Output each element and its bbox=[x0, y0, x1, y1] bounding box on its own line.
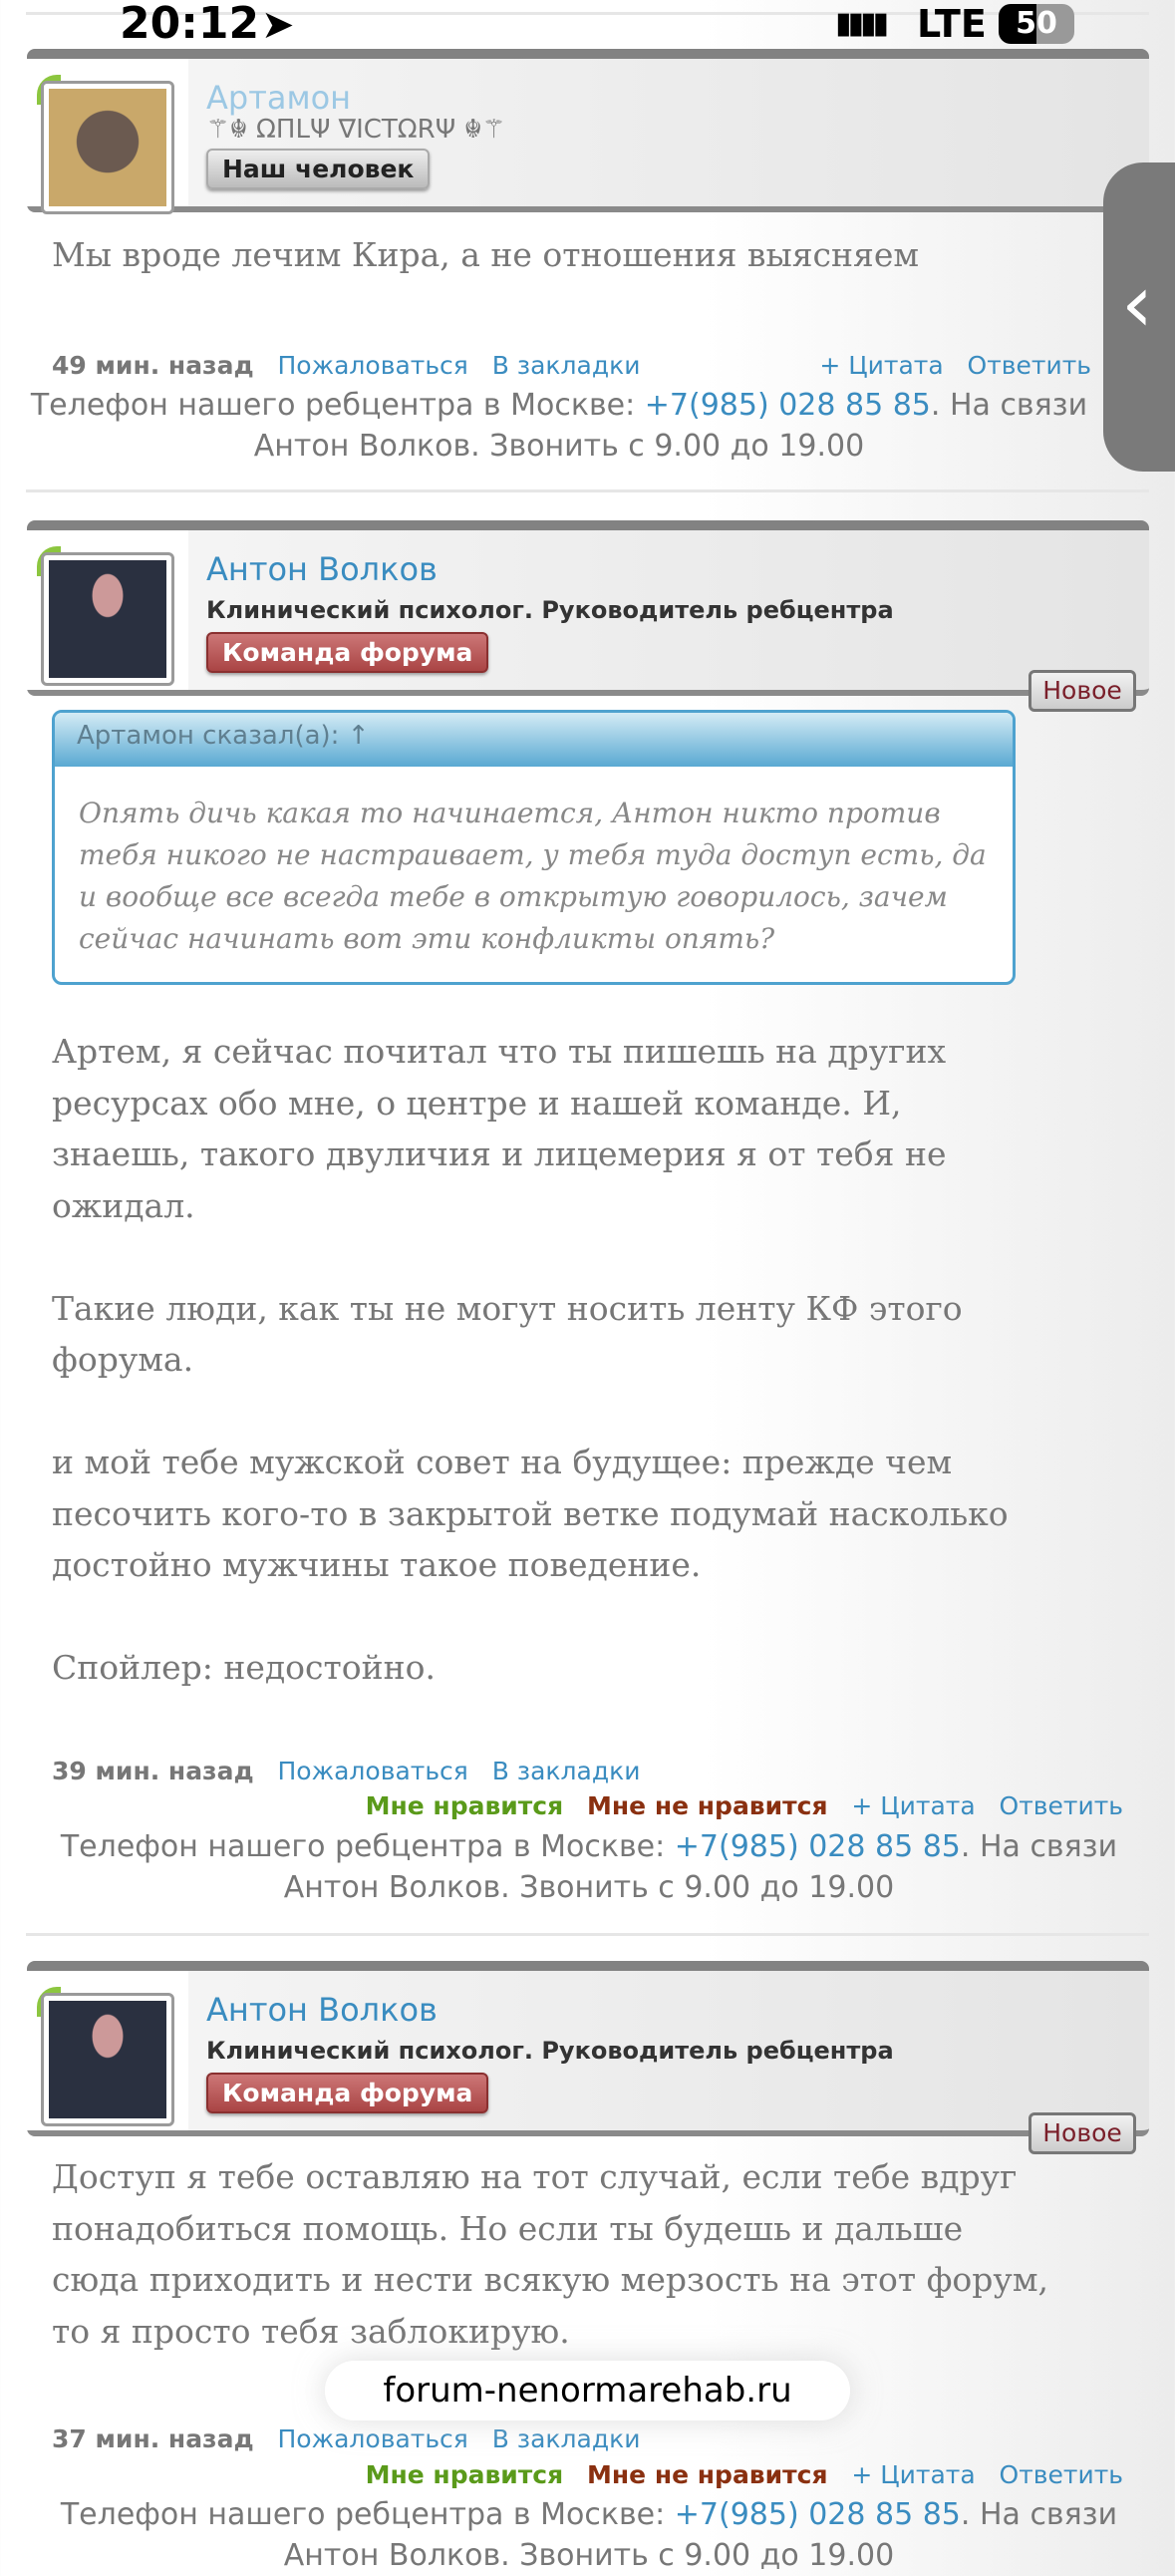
location-arrow-icon: ➤ bbox=[261, 2, 295, 48]
post-header bbox=[27, 1961, 1149, 2136]
reply-link[interactable]: Ответить bbox=[999, 2460, 1123, 2489]
post-header bbox=[27, 49, 1149, 212]
rank-badge: Команда форума bbox=[206, 632, 488, 673]
quote-link[interactable]: + Цитата bbox=[819, 351, 944, 380]
report-link[interactable]: Пожаловаться bbox=[277, 351, 468, 380]
quote-header[interactable]: Артамон сказал(а): ↑ bbox=[55, 713, 1013, 767]
phone-banner: Телефон нашего ребцентра в Москве: +7(985) 028 85 85. На связи Антон Волков. Звонить с 9.00 до 19.00 bbox=[30, 388, 1088, 464]
user-title: Клинический психолог. Руководитель ребцентра bbox=[206, 2037, 894, 2065]
like-link[interactable]: Мне нравится bbox=[365, 1791, 564, 1820]
side-panel-handle[interactable] bbox=[1103, 162, 1175, 472]
rank-badge: Команда форума bbox=[206, 2073, 488, 2113]
signal-icon: ▮▮▮▮ bbox=[835, 6, 886, 41]
quote-block bbox=[52, 710, 1016, 985]
report-link[interactable]: Пожаловаться bbox=[277, 1757, 468, 1785]
post-body: Доступ я тебе оставляю на тот случай, если тебе вдруг понадобиться помощь. Но если ты будешь и дальше сюда приходить и нести всякую мерзость на этот форум, то я просто тебя заблокирую. bbox=[52, 2157, 1048, 2351]
reply-link[interactable]: Ответить bbox=[999, 1791, 1123, 1820]
phone-banner: Телефон нашего ребцентра в Москве: +7(985) 028 85 85. На связи Антон Волков. Звонить с 9.00 до 19.00 bbox=[60, 1829, 1118, 1905]
phone-link[interactable]: +7(985) 028 85 85 bbox=[674, 2497, 961, 2532]
author-name[interactable]: Антон Волков bbox=[206, 1991, 438, 2029]
post-time: 49 мин. назад bbox=[52, 351, 254, 380]
divider bbox=[26, 1933, 1149, 1936]
post-time: 37 мин. назад bbox=[52, 2424, 254, 2453]
dislike-link[interactable]: Мне не нравится bbox=[587, 2460, 828, 2489]
quote-text: Опять дичь какая то начинается, Антон никто против тебя никого не настраивает, у тебя туда доступ есть, да и вообще все всегда тебе в открытую говорилось, зачем сейчас начинать вот эти конфликты опять? bbox=[79, 797, 987, 955]
avatar[interactable] bbox=[41, 81, 174, 214]
bookmark-link[interactable]: В закладки bbox=[491, 2424, 641, 2453]
post-time: 39 мин. назад bbox=[52, 1757, 254, 1785]
url-bar[interactable]: forum-nenormarehab.ru bbox=[325, 2361, 850, 2420]
author-name[interactable]: Антон Волков bbox=[206, 550, 438, 588]
post-header bbox=[27, 520, 1149, 696]
user-title: Клинический психолог. Руководитель ребцентра bbox=[206, 596, 894, 624]
new-badge: Новое bbox=[1028, 670, 1136, 712]
post-body: Мы вроде лечим Кира, а не отношения выясняем bbox=[52, 235, 920, 274]
phone-link[interactable]: +7(985) 028 85 85 bbox=[674, 1829, 961, 1864]
network-label: LTE bbox=[917, 2, 987, 46]
reply-link[interactable]: Ответить bbox=[967, 351, 1091, 380]
quote-link[interactable]: + Цитата bbox=[851, 2460, 976, 2489]
status-time: 20:12 bbox=[120, 0, 260, 49]
chevron-left-icon: ‹ bbox=[1121, 257, 1153, 350]
user-signature: ⚚☬ ΩΠLΨ ∇ICTΩRΨ ☬⚚ bbox=[206, 115, 506, 145]
phone-banner: Телефон нашего ребцентра в Москве: +7(985) 028 85 85. На связи Антон Волков. Звонить с 9.00 до 19.00 bbox=[60, 2497, 1118, 2573]
like-link[interactable]: Мне нравится bbox=[365, 2460, 564, 2489]
battery-icon: 50 bbox=[999, 4, 1074, 44]
divider bbox=[26, 489, 1149, 492]
avatar[interactable] bbox=[41, 552, 174, 686]
author-name[interactable]: Артамон bbox=[206, 79, 352, 117]
new-badge: Новое bbox=[1028, 2112, 1136, 2154]
avatar[interactable] bbox=[41, 1993, 174, 2126]
report-link[interactable]: Пожаловаться bbox=[277, 2424, 468, 2453]
rank-badge: Наш человек bbox=[206, 149, 430, 189]
dislike-link[interactable]: Мне не нравится bbox=[587, 1791, 828, 1820]
bookmark-link[interactable]: В закладки bbox=[491, 1757, 641, 1785]
bookmark-link[interactable]: В закладки bbox=[491, 351, 641, 380]
phone-link[interactable]: +7(985) 028 85 85 bbox=[644, 388, 931, 423]
post-body: Артем, я сейчас почитал что ты пишешь на других ресурсах обо мне, о центре и нашей команде. И, знаешь, такого двуличия и лицемерия я от тебя не ожидал. Такие люди, как ты не могут носить ленту КФ этого форума. и мой тебе мужской совет на будущее: прежде чем песочить кого-то в закрытой ветке подумай насколько достойно мужчины такое поведение. Спойлер: недостойно. bbox=[52, 1032, 1009, 1687]
quote-link[interactable]: + Цитата bbox=[851, 1791, 976, 1820]
